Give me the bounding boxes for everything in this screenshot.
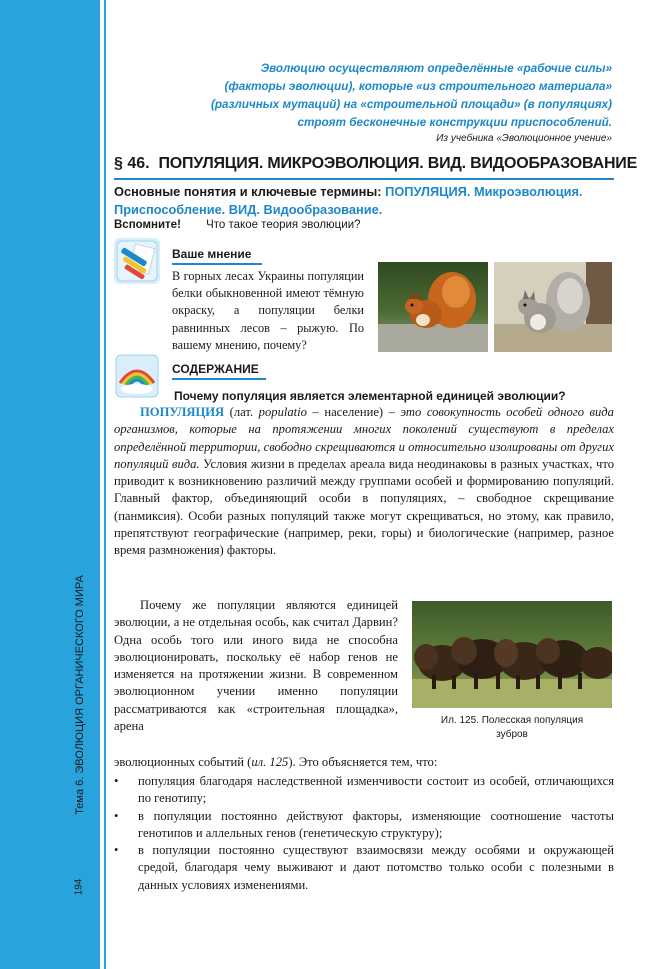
figure-caption-line: зубров: [496, 729, 528, 740]
opinion-heading: Ваше мнение: [172, 247, 252, 261]
epigraph-line: Эволюцию осуществляют определённые «рабочие силы»: [260, 62, 612, 75]
bullet-icon: •: [114, 808, 119, 823]
list-item-text: в популяции постоянно существуют взаимосвязи между особями и окружающей средой, благодаря чему выживают и дают потомство только особи с полезными в данных условиях изменениями.: [138, 843, 614, 892]
remember-question: Что такое теория эволюции?: [206, 219, 361, 231]
latin-open: (лат.: [224, 405, 259, 419]
paragraph-rest: Условия жизни в пределах ареала вида неодинаковы в разных участках, что приводит к возникновению различий между группами особей и формированию популяций. Главный фактор, объединяющий особи в популяциях, – свободное скрещивание (панмиксия). Особи разных популяций также могут скрещиваться, но этому, как правило, препятствуют географические (например, реки, горы) и биологические (например, разное время размножения) факторы.: [114, 456, 614, 558]
photo-bison-herd: [412, 601, 612, 708]
content-question: Почему популяция является элементарной единицей эволюции?: [174, 389, 566, 403]
opinion-text: В горных лесах Украины популяции белки обыкновенной имеют тёмную окраску, а популяции белки равнинных лесов – рыжую. По вашему мнению, почему?: [172, 269, 364, 352]
latin-close: – население) –: [306, 405, 401, 419]
opinion-heading-underline: [172, 263, 262, 265]
list-item: [114, 773, 614, 808]
section-heading: ПОПУЛЯЦИЯ. МИКРОЭВОЛЮЦИЯ. ВИД. ВИДООБРАЗОВАНИЕ: [158, 155, 638, 172]
list-item-text: популяция благодаря наследственной изменчивости состоит из особей, отличающихся по генотипу;: [138, 774, 614, 806]
tail-text-a: эволюционных событий (: [114, 755, 252, 769]
list-item-text: в популяции постоянно действуют факторы, изменяющие соотношение частоты генотипов и аллельных генов (генетическую структуру);: [138, 808, 614, 840]
chapter-title-vertical: Тема 6. ЭВОЛЮЦИЯ ОРГАНИЧЕСКОГО МИРА: [74, 575, 86, 815]
epigraph-line: строят бесконечные конструкции приспособлений.: [297, 116, 612, 129]
bullet-icon: •: [114, 843, 119, 858]
section-number: § 46.: [114, 155, 150, 172]
epigraph: [140, 60, 612, 132]
remember-line: [114, 219, 614, 231]
photo-grey-squirrel: [494, 262, 612, 352]
key-terms-label: Основные понятия и ключевые термины:: [114, 184, 382, 199]
figure-caption-line: Ил. 125. Полесская популяция: [440, 715, 584, 726]
content-icon: [114, 353, 160, 399]
opinion-icon: [114, 238, 160, 284]
key-terms: [114, 183, 614, 219]
title-underline: [114, 178, 614, 180]
latin-word: populatio: [258, 405, 307, 419]
list-item: [114, 808, 614, 843]
figure-caption: [412, 714, 612, 742]
epigraph-source: Из учебника «Эволюционное учение»: [436, 133, 612, 144]
reasons-list: [114, 773, 614, 894]
list-item: [114, 842, 614, 894]
epigraph-line: (факторы эволюции), которые «из строительного материала»: [224, 80, 612, 93]
definition-text: это совокупность особей одного вида организмов, которые на протяжении многих поколений существуют в пределах определённой территории, свободно скрещиваются и относительно изолированы от других популяций вида.: [114, 405, 614, 471]
epigraph-line: (различных мутаций) на «строительной площади» (в популяциях): [211, 98, 612, 111]
content-heading-underline: [172, 378, 266, 380]
page-number: 194: [73, 878, 85, 896]
bullet-icon: •: [114, 774, 119, 788]
figure-reference: ил. 125: [251, 755, 289, 769]
sidebar-line: [104, 0, 106, 969]
remember-label: Вспомните!: [114, 219, 181, 231]
paragraph-why-population: Почему же популяции являются единицей эволюции, а не отдельная особь, как считал Дарвин? Одна особь того или иного вида не способна эволюционировать, поскольку её набор генов не изменяется на протяжении жизни. В современном эволюционном учении именно популяции рассматриваются как «строительная площадка», арена: [114, 598, 398, 734]
paragraph-population-definition: [114, 404, 614, 560]
tail-text-b: ). Это объясняется тем, что:: [288, 755, 438, 769]
key-terms-list: ПОПУЛЯЦИЯ. Микроэволюция. Приспособление. ВИД. Видообразование.: [114, 184, 583, 217]
section-title: [114, 155, 638, 173]
paragraph-why-population-tail: [114, 754, 614, 771]
photo-red-squirrel: [378, 262, 488, 352]
content-heading: СОДЕРЖАНИЕ: [172, 362, 259, 376]
term-population: ПОПУЛЯЦИЯ: [140, 405, 225, 419]
